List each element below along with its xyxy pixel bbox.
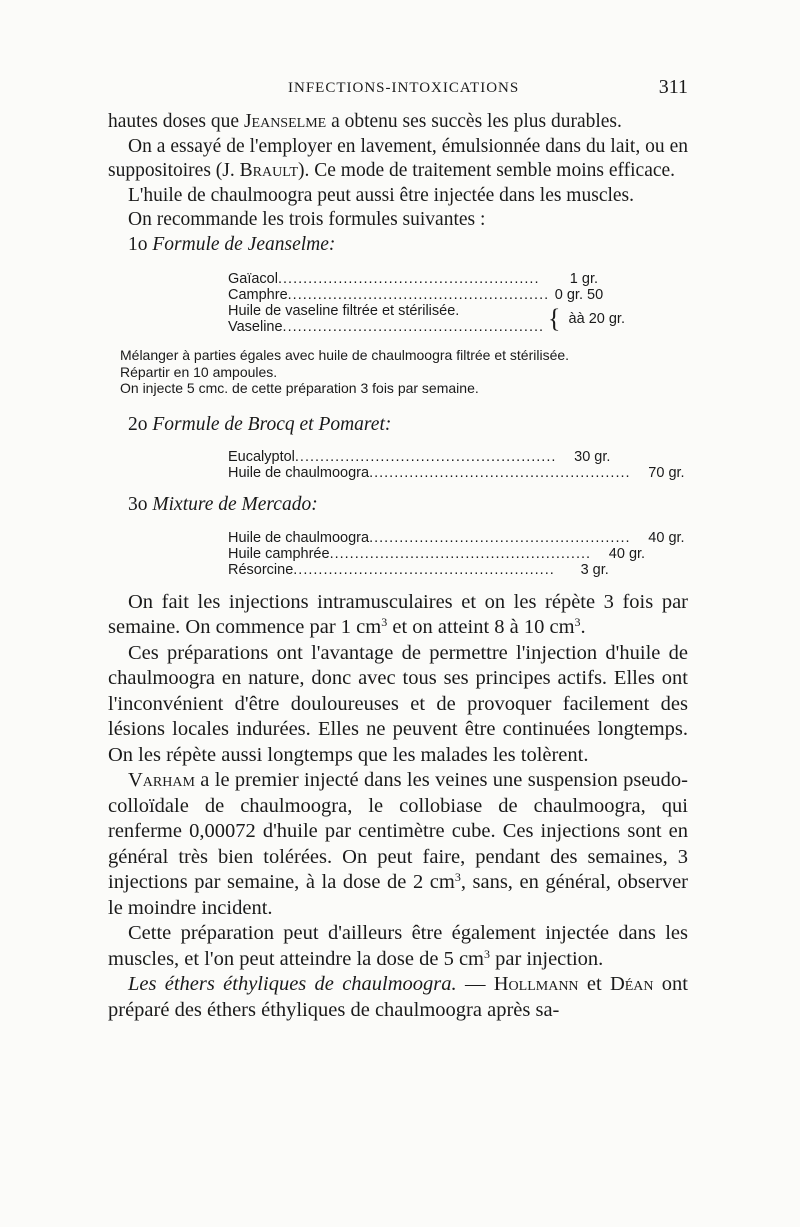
ingredient-name: Huile camphrée bbox=[228, 545, 330, 562]
text: et bbox=[578, 973, 610, 995]
formula-title: Mixture de Mercado: bbox=[152, 494, 318, 515]
formula-number: 1o bbox=[128, 233, 148, 255]
formula-1-notes bbox=[108, 347, 688, 397]
author-name: Brault bbox=[239, 160, 299, 181]
leader-dots: .................................................... bbox=[293, 561, 555, 578]
author-name: Déan bbox=[609, 973, 654, 995]
formula-2-heading bbox=[108, 413, 688, 438]
ingredient-quantity: 30 gr. bbox=[574, 449, 611, 465]
text: ). Ce mode de traitement semble moins efficace. bbox=[298, 160, 676, 181]
formula-3 bbox=[228, 529, 685, 578]
text: , sans, en général, observer le moindre incident. bbox=[108, 871, 688, 919]
ingredient-quantity: 3 gr. bbox=[580, 561, 609, 578]
text: et on atteint 8 à 10 cm bbox=[387, 616, 575, 638]
superscript: 3 bbox=[484, 946, 490, 961]
ingredient-row bbox=[228, 271, 598, 287]
page-number: 311 bbox=[658, 76, 688, 98]
ingredient-name: Huile de vaseline filtrée et stérilisée. bbox=[228, 303, 460, 319]
leader-dots: .................................................... bbox=[369, 529, 631, 546]
ingredient-row bbox=[228, 561, 609, 578]
ingredient-row bbox=[228, 465, 685, 481]
ingredient-quantity: 70 gr. bbox=[648, 465, 685, 481]
book-page bbox=[108, 70, 688, 1023]
formula-title: Formule de Brocq et Pomaret: bbox=[152, 413, 392, 435]
paragraph-9 bbox=[108, 972, 688, 1023]
text: ont préparé des éthers éthyliques de chaulmoogra après sa- bbox=[108, 973, 689, 1021]
ingredient-quantity: àà 20 gr. bbox=[568, 311, 625, 327]
author-name: Hollmann bbox=[493, 973, 579, 995]
ingredient-row bbox=[228, 545, 646, 562]
ingredient-row bbox=[228, 319, 544, 335]
ingredient-name: Camphre bbox=[228, 287, 288, 303]
formula-number: 2o bbox=[128, 413, 148, 435]
brace-group bbox=[228, 303, 625, 335]
text: Cette préparation peut d'ailleurs être également injectée dans les muscles, et l'on peut atteindre la dose de 5 cm bbox=[108, 922, 688, 970]
note-line: Mélanger à parties égales avec huile de chaulmoogra filtrée et stérilisée. bbox=[120, 347, 570, 363]
superscript: 3 bbox=[574, 615, 581, 629]
leader-dots: .................................................... bbox=[277, 271, 540, 287]
paragraph-7 bbox=[108, 768, 688, 921]
paragraph-1 bbox=[108, 110, 688, 135]
leader-dots: .................................................... bbox=[329, 545, 592, 562]
formula-3-heading bbox=[108, 493, 688, 518]
superscript: 3 bbox=[381, 615, 388, 629]
paragraph-6: Ces préparations ont l'avantage de permettre l'injection d'huile de chaulmoogra en nature, donc avec tous ses principes actifs. Elles ont l'inconvénient d'être douloureuses et de provoquer facilement des lésions locales indurées. Elles ne peuvent être continuées longtemps. On les répète aussi longtemps que les malades les tolèrent. bbox=[108, 641, 688, 766]
ingredient-row bbox=[228, 287, 604, 303]
paragraph-8 bbox=[108, 921, 688, 972]
ingredient-name: Huile de chaulmoogra bbox=[228, 465, 370, 481]
leader-dots: .................................................... bbox=[294, 449, 557, 465]
text: a obtenu ses succès les plus durables. bbox=[326, 111, 622, 132]
ingredient-row bbox=[228, 303, 544, 319]
brace-names bbox=[228, 303, 544, 335]
formula-title: Formule de Jeanselme: bbox=[152, 233, 336, 255]
note-line: On injecte 5 cmc. de cette préparation 3 fois par semaine. bbox=[120, 380, 479, 396]
author-name: Jeanselme bbox=[243, 111, 327, 132]
ingredient-row bbox=[228, 529, 685, 546]
ingredient-name: Eucalyptol bbox=[228, 449, 295, 465]
text: hautes doses que bbox=[108, 111, 244, 132]
formula-1-heading bbox=[108, 233, 688, 258]
leader-dots: .................................................... bbox=[287, 287, 550, 303]
section-title: Les éthers éthyliques de chaulmoogra. bbox=[128, 973, 457, 995]
ingredient-quantity: 40 gr. bbox=[608, 545, 646, 562]
paragraph-3: L'huile de chaulmoogra peut aussi être injectée dans les muscles. bbox=[128, 184, 635, 206]
running-title: INFECTIONS-INTOXICATIONS bbox=[288, 80, 520, 96]
ingredient-name: Huile de chaulmoogra bbox=[228, 529, 370, 546]
running-header bbox=[108, 70, 688, 110]
brace-symbol: { bbox=[548, 304, 561, 333]
formula-2 bbox=[228, 449, 685, 481]
leader-dots: .................................................... bbox=[369, 465, 631, 481]
text: On a essayé de l'employer en lavement, émulsionnée dans du lait, ou en suppositoires (J. bbox=[108, 135, 688, 181]
ingredient-row bbox=[228, 449, 611, 465]
text: a le premier injecté dans les veines une suspension pseudo-colloïdale de chaulmoogra, le collobiase de chaulmoogra, qui renferme 0,00072 d'huile par centimètre cube. Ces injections sont en général très bien tolérées. On peut faire, pendant des semaines, 3 injections par semaine, à la dose de 2 cm bbox=[108, 769, 688, 893]
superscript: 3 bbox=[454, 870, 461, 884]
formula-number: 3o bbox=[128, 494, 148, 515]
ingredient-name: Gaïacol bbox=[228, 271, 278, 287]
paragraph-5 bbox=[108, 590, 688, 641]
text: On fait les injections intramusculaires et on les répète 3 fois par semaine. On commence par 1 cm bbox=[108, 590, 688, 638]
ingredient-quantity: 1 gr. bbox=[569, 271, 598, 287]
text: . bbox=[580, 616, 586, 638]
ingredient-quantity: 0 gr. 50 bbox=[554, 287, 604, 303]
text: — bbox=[456, 973, 494, 995]
ingredient-quantity: 40 gr. bbox=[648, 529, 685, 546]
paragraph-2 bbox=[108, 135, 688, 184]
author-name: Varham bbox=[128, 769, 195, 791]
note-line: Répartir en 10 ampoules. bbox=[120, 363, 278, 380]
leader-dots: .................................................... bbox=[282, 319, 545, 335]
ingredient-name: Résorcine bbox=[228, 561, 294, 578]
formula-1 bbox=[228, 271, 625, 335]
ingredient-name: Vaseline bbox=[228, 319, 283, 335]
text: par injection. bbox=[490, 947, 604, 970]
paragraph-4: On recommande les trois formules suivantes : bbox=[128, 209, 486, 230]
